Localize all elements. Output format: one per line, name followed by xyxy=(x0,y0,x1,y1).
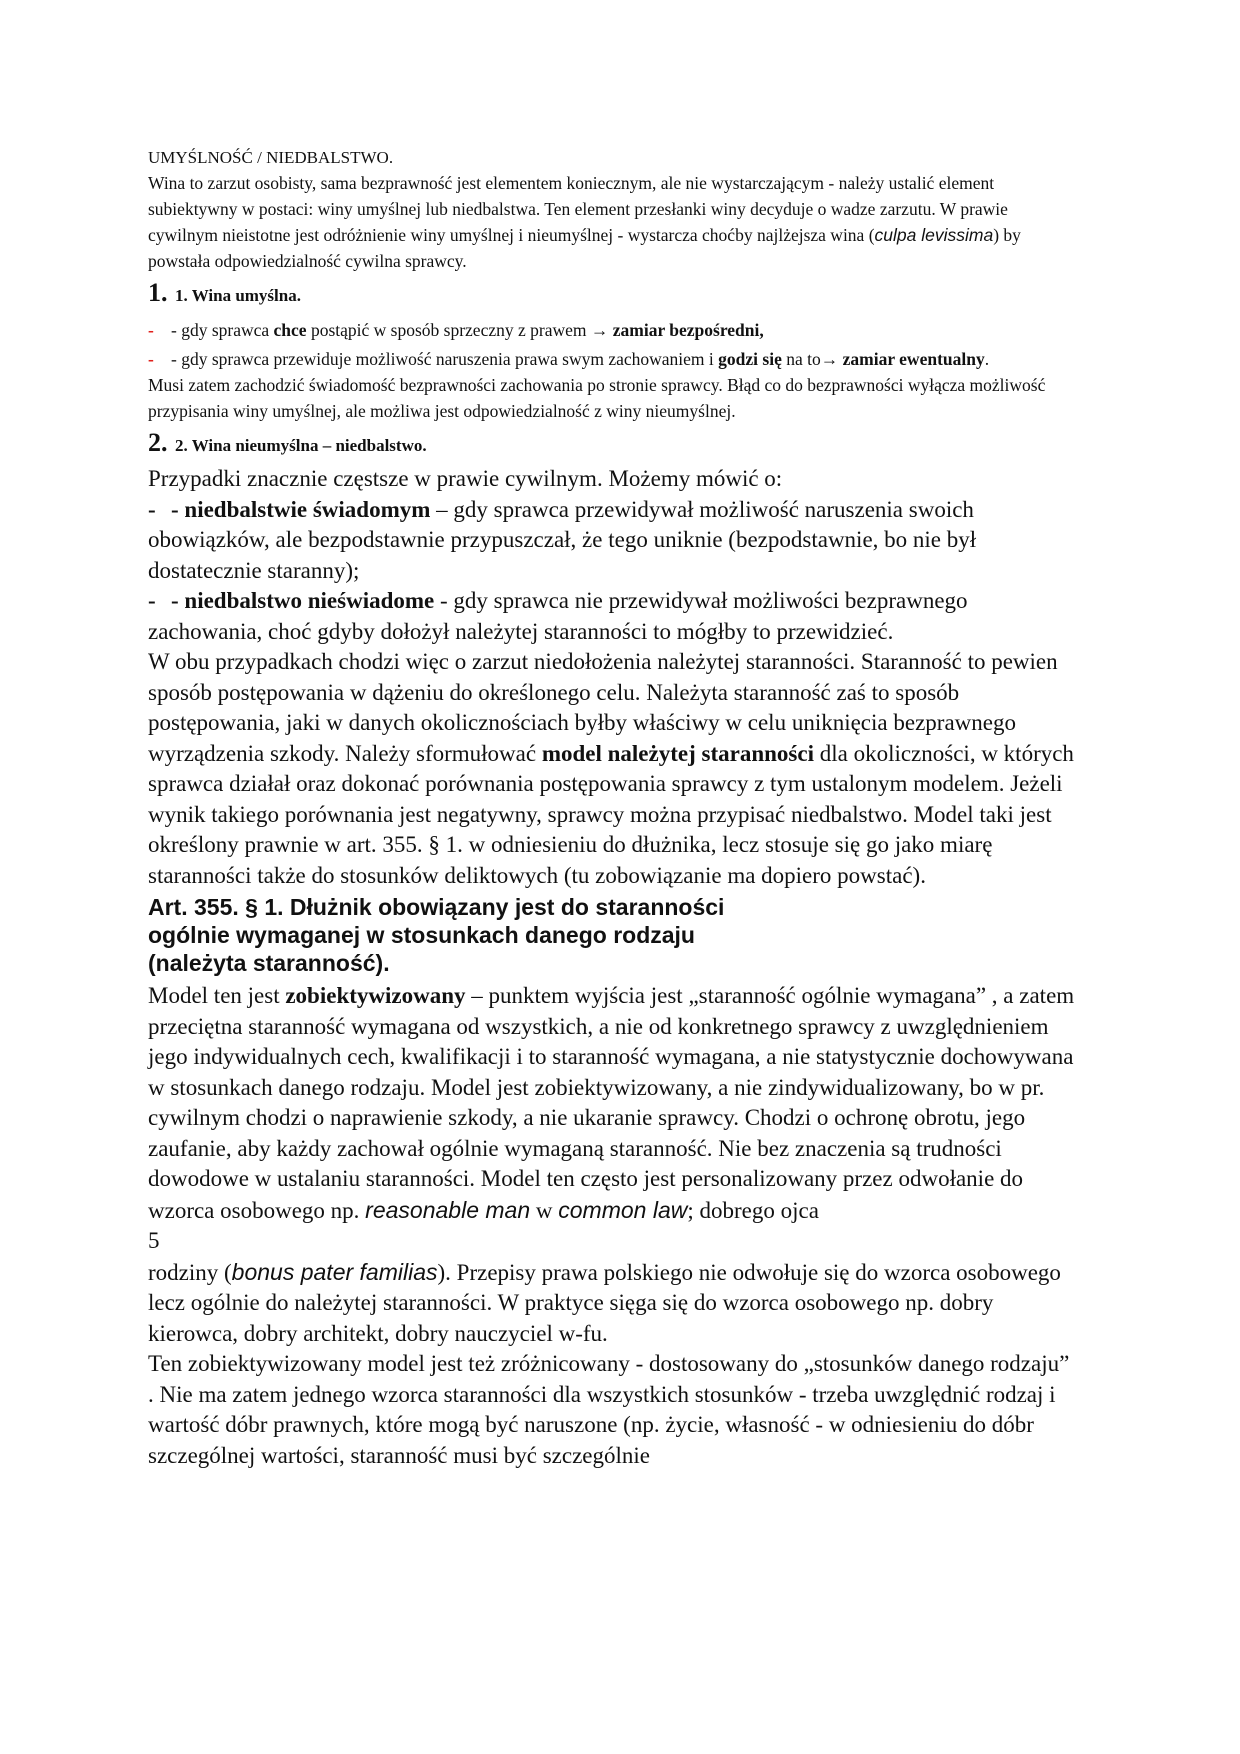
item-bold: - niedbalstwo nieświadome xyxy=(171,588,435,613)
item-bold: - niedbalstwie świadomym xyxy=(171,496,431,522)
red-dash-bullet: - xyxy=(148,320,154,340)
article-quote xyxy=(148,893,1078,977)
paragraph-text: ; dobrego ojca xyxy=(687,1197,819,1223)
intro-latin-term: culpa levissima xyxy=(874,225,994,245)
dash-bullet: - xyxy=(148,496,156,522)
paragraph-text: Model ten jest xyxy=(148,983,286,1008)
red-dash-bullet: - xyxy=(148,349,154,369)
section-2-paragraph-4: Ten zobiektywizowany model jest też zróżnicowany - dostosowany do „stosunków danego rodzaju” . Nie ma zatem jednego wzorca staranności dla wszystkich stosunków - trzeba uwzględnić rodzaj i wartość dóbr prawnych, które mogą być naruszone (np. życie, własność - w odniesieniu do dóbr szczególnej wartości, staranność musi być szczególnie xyxy=(148,1351,1070,1468)
intro-text-b: ) by powstała odpowiedzialność cywilna sprawcy. xyxy=(148,225,1021,271)
section-1-title: 1. Wina umyślna. xyxy=(175,286,301,305)
section-1-number: 1. xyxy=(148,278,168,307)
item-bold: zamiar bezpośredni, xyxy=(612,320,764,340)
paragraph-text: W obu przypadkach chodzi więc o zarzut niedołożenia należytej staranności. Staranność to pewien sposób postępowania w dążeniu do określonego celu. Należyta staranność zaś to sposób postępowania, jaki w danych okolicznościach byłby właściwy w celu uniknięcia bezprawnego wyrządzenia szkody. Należy sformułować xyxy=(148,649,1058,766)
item-bold: chce xyxy=(273,320,307,340)
section-2-paragraph-3 xyxy=(148,1257,1078,1350)
paragraph-text: w xyxy=(530,1197,559,1223)
section-2-paragraph-2 xyxy=(148,981,1078,1226)
section-2-item-1 xyxy=(148,495,1078,587)
paragraph-text: rodziny ( xyxy=(148,1259,232,1285)
paragraph-italic: common law xyxy=(558,1196,688,1223)
section-2-paragraph-1 xyxy=(148,647,1078,891)
paragraph-text: dla okoliczności, w których sprawca działał oraz dokonać porównania postępowania sprawcy z tym ustalonym modelem. Jeżeli wynik takiego porównania jest negatywny, sprawcy można przypisać niedbalstwo. Model taki jest określony prawnie w art. 355. § 1. w odniesieniu do dłużnika, lecz stosuje się go jako miarę staranności także do stosunków deliktowych (tu zobowiązanie ma dopiero powstać). xyxy=(148,740,1074,888)
paragraph-text: – punktem wyjścia jest „staranność ogólnie wymagana” , a zatem przeciętna staranność wymagana od wszystkich, a nie od konkretnego sprawcy z uwzględnieniem jego indywidualnych cech, kwalifikacji i to staranność wymagana, a nie statystycznie dochowywana w stosunkach danego rodzaju. Model jest zobiektywizowany, a nie zindywidualizowany, bo w pr. cywilnym chodzi o naprawienie szkody, a nie ukaranie sprawcy. Chodzi o ochronę obrotu, jego zaufanie, aby każdy zachował ogólnie wymaganą staranność. Nie bez znaczenia są trudności dowodowe w ustalaniu staranności. Model ten często jest personalizowany przez odwołanie do wzorca osobowego np. xyxy=(148,983,1075,1223)
item-text: – gdy sprawca przewidywał możliwość naruszenia swoich obowiązków, ale bezpodstawnie przypuszczał, że tego uniknie (bezpodstawnie, bo nie był dostatecznie staranny); xyxy=(148,496,977,583)
section-1-heading xyxy=(148,276,1078,314)
page-number: 5 xyxy=(148,1228,160,1253)
article-quote-line: (należyta staranność). xyxy=(148,950,390,976)
item-text: na to→ xyxy=(781,349,843,369)
section-1-item-2 xyxy=(148,346,1078,372)
section-2-lead: Przypadki znacznie częstsze w prawie cywilnym. Możemy mówić o: xyxy=(148,466,783,491)
section-2-heading xyxy=(148,426,1078,464)
paragraph-italic: reasonable man xyxy=(365,1196,531,1223)
section-1-item-1 xyxy=(148,317,1078,343)
item-text: - gdy sprawca przewiduje możliwość naruszenia prawa swym zachowaniem i xyxy=(171,349,719,369)
item-text: . xyxy=(984,349,990,369)
paragraph-italic: bonus pater familias xyxy=(231,1258,438,1285)
document-title: UMYŚLNOŚĆ / NIEDBALSTWO. xyxy=(148,148,394,167)
section-2-title xyxy=(175,436,427,455)
section-1-paragraph: Musi zatem zachodzić świadomość bezprawności zachowania po stronie sprawcy. Błąd co do bezprawności wyłącza możliwość przypisania winy umyślnej, ale możliwa jest odpowiedzialność z winy nieumyślnej. xyxy=(148,375,1046,421)
paragraph-bold: zobiektywizowany xyxy=(285,983,466,1008)
item-text: - gdy sprawca xyxy=(171,320,274,340)
article-quote-line: Art. 355. § 1. Dłużnik obowiązany jest do staranności xyxy=(148,894,725,920)
intro-text-a: Wina to zarzut osobisty, sama bezprawność jest elementem koniecznym, ale nie wystarczającym - należy ustalić element subiektywny w postaci: winy umyślnej lub niedbalstwa. Ten element przesłanki winy decyduje o wadze zarzutu. W prawie cywilnym nieistotne jest odróżnienie winy umyślnej i nieumyślnej - wystarcza choćby najlżejsza wina ( xyxy=(148,173,1008,245)
section-2-number: 2. xyxy=(148,428,168,457)
item-text: - gdy sprawca nie przewidywał możliwości bezprawnego zachowania, choć gdyby dołożył należytej staranności to mógłby to przewidzieć. xyxy=(148,588,968,644)
paragraph-bold: model należytej staranności xyxy=(541,740,814,766)
article-quote-line: ogólnie wymaganej w stosunkach danego rodzaju xyxy=(148,922,695,948)
document-page xyxy=(148,146,1078,1471)
intro-paragraph xyxy=(148,170,1078,274)
heading-part: 2. Wina nieumyślna – xyxy=(175,436,336,455)
dash-bullet: - xyxy=(148,588,156,613)
heading-part: niedbalstwo. xyxy=(335,436,427,455)
item-bold: zamiar ewentualny xyxy=(842,349,985,369)
section-2-item-2 xyxy=(148,586,1078,647)
item-text: postąpić w sposób sprzeczny z prawem → xyxy=(306,320,613,340)
paragraph-text: ). Przepisy prawa polskiego nie odwołuje się do wzorca osobowego lecz ogólnie do należytej staranności. W praktyce sięga się do wzorca osobowego np. dobry kierowca, dobry architekt, dobry nauczyciel w-fu. xyxy=(148,1259,1061,1346)
item-bold: godzi się xyxy=(718,349,782,369)
